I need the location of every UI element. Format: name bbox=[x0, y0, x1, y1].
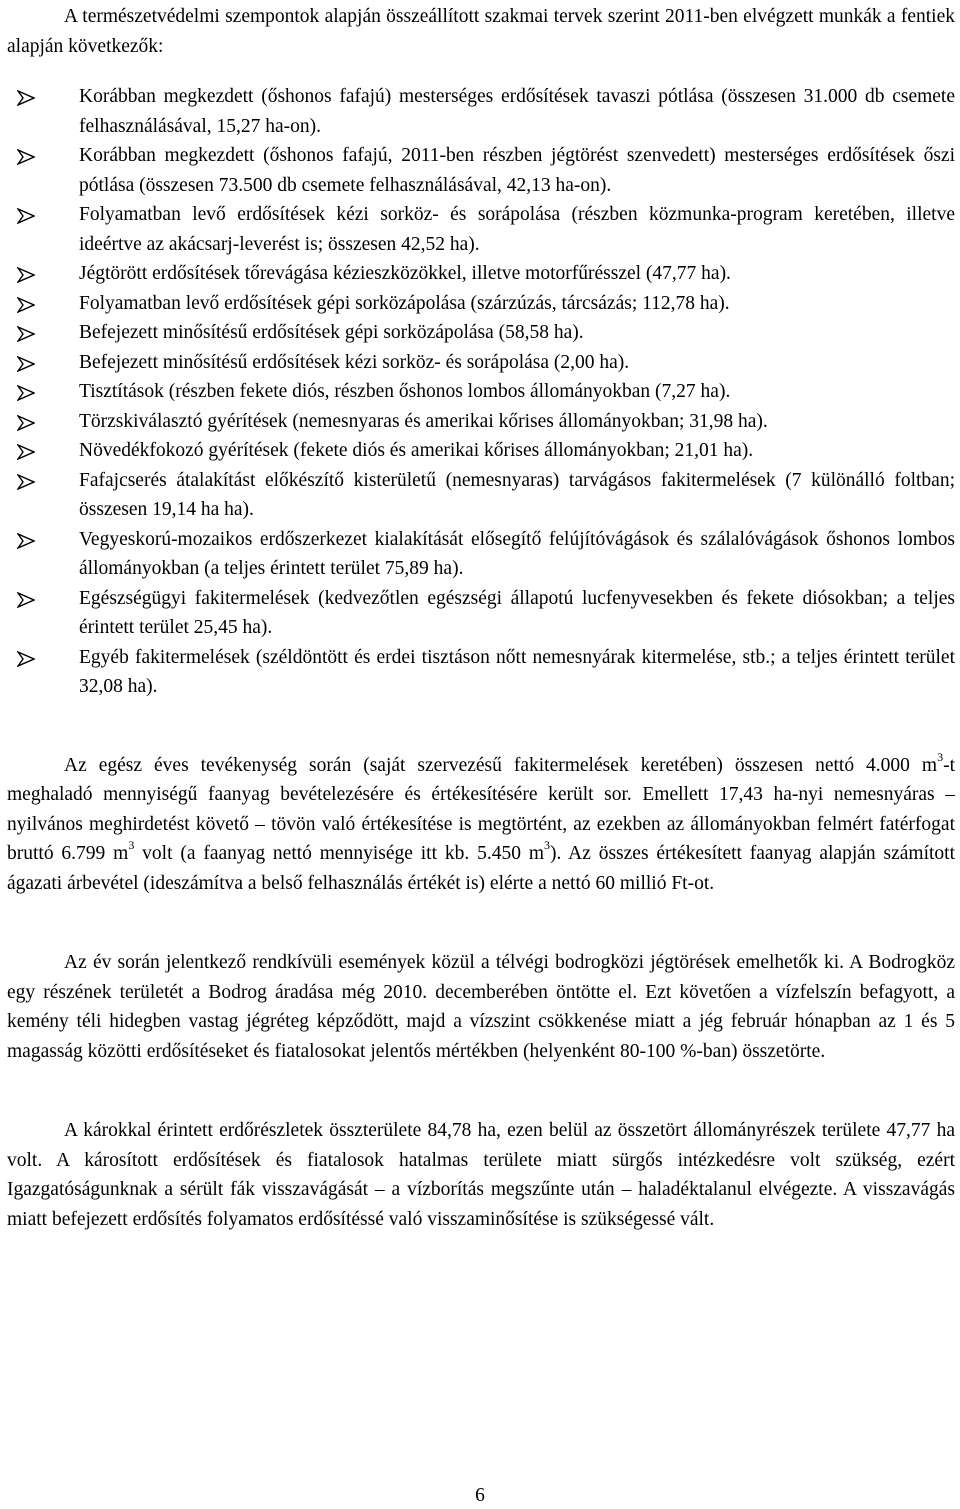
list-item bbox=[7, 584, 955, 643]
page-content bbox=[7, 0, 955, 1234]
list-item-text: Vegyeskorú-mozaikos erdőszerkezet kialakítását elősegítő felújítóvágások és szálalóvágások őshonos lombos állományokban (a teljes érintett terület 75,89 ha). bbox=[79, 528, 955, 579]
list-item-text: Egyéb fakitermelések (széldöntött és erdei tisztáson nőtt nemesnyárak kitermelése, stb.; a teljes érintett terület 32,08 ha). bbox=[79, 646, 955, 697]
arrowhead-bullet-icon bbox=[17, 474, 35, 490]
list-item-text: Befejezett minősítésű erdősítések kézi sorköz- és sorápolása (2,00 ha). bbox=[79, 351, 630, 373]
list-item bbox=[7, 82, 955, 141]
list-item-text: Befejezett minősítésű erdősítések gépi sorközápolása (58,58 ha). bbox=[79, 322, 584, 343]
list-item-text: Korábban megkezdett (őshonos fafajú, 2011-ben részben jégtörést szenvedett) mesterséges erdősítések őszi pótlása (összesen 73.500 db csemete felhasználásával, 42,13 ha-on). bbox=[79, 145, 955, 196]
list-item-text: Egészségügyi fakitermelések (kedvezőtlen egészségi állapotú lucfenyvesekben és fekete diósokban; a teljes érintett terület 25,45 ha). bbox=[79, 587, 955, 638]
superscript-3: 3 bbox=[543, 838, 550, 852]
list-item-text: Növedékfokozó gyérítések (fekete diós és amerikai kőrises állományokban; 21,01 ha). bbox=[79, 440, 754, 461]
summary-text-3: volt (a faanyag nettó mennyisége itt kb. 5.450 m bbox=[134, 843, 544, 864]
list-item-text: Folyamatban levő erdősítések kézi sorköz- és sorápolása (részben közmunka-program keretében, illetve ideértve az akácsarj-leverést is; összesen 42,52 ha). bbox=[79, 204, 955, 255]
arrowhead-bullet-icon bbox=[17, 208, 35, 224]
list-item bbox=[7, 643, 955, 702]
arrowhead-bullet-icon bbox=[17, 326, 35, 342]
arrowhead-bullet-icon bbox=[17, 297, 35, 313]
list-item bbox=[7, 436, 955, 466]
summary-text-4: ). Az összes értékesített faanyag alapján számított ágazati árbevétel (ideszámítva a belső felhasználás értékét is) elérte a nettó 60 millió Ft-ot. bbox=[7, 843, 955, 894]
arrowhead-bullet-icon bbox=[17, 592, 35, 608]
arrowhead-bullet-icon bbox=[17, 356, 35, 372]
list-item bbox=[7, 259, 955, 289]
superscript-3: 3 bbox=[937, 749, 944, 764]
arrowhead-bullet-icon bbox=[17, 651, 35, 667]
arrowhead-bullet-icon bbox=[17, 267, 35, 283]
summary-paragraph bbox=[7, 751, 955, 899]
arrowhead-bullet-icon bbox=[17, 385, 35, 401]
list-item bbox=[7, 407, 955, 437]
summary-text-2: -t meghaladó mennyiségű faanyag bevételezésére és értékesítésére került sor. Emellett 17,43 ha-nyi nemesnyáras – nyilvános meghirdetést követő – tövön való értékesítése is megtörtént, az ezekben az állományokban felmért fatérfogat bruttó 6.799 m bbox=[7, 754, 955, 864]
events-paragraph: Az év során jelentkező rendkívüli események közül a télvégi bodrogközi jégtörések emelhetők ki. A Bodrogköz egy részének területét a Bodrog áradása még 2010. decemberében öntötte el. Ezt követően a vízfelszín befagyott, a kemény téli hidegben vastag jégréteg képződött, majd a vízszint csökkenése miatt a jég február hónapban az 1 és 5 magasság közötti erdősítéseket és fiatalosokat jelentős mértékben (helyenként 80-100 %-ban) összetörte. bbox=[7, 952, 955, 1062]
list-item bbox=[7, 318, 955, 348]
list-item bbox=[7, 289, 955, 319]
superscript-3: 3 bbox=[128, 838, 135, 852]
arrowhead-bullet-icon bbox=[17, 149, 35, 165]
list-item bbox=[7, 141, 955, 200]
work-list bbox=[7, 82, 955, 702]
summary-text-1: Az egész éves tevékenység során (saját szervezésű fakitermelések keretében) összesen nettó 4.000 m bbox=[64, 754, 938, 776]
list-item-text: Törzskiválasztó gyérítések (nemesnyaras és amerikai kőrises állományokban; 31,98 ha). bbox=[79, 410, 768, 432]
arrowhead-bullet-icon bbox=[17, 90, 35, 106]
list-item bbox=[7, 466, 955, 525]
list-item bbox=[7, 200, 955, 259]
arrowhead-bullet-icon bbox=[17, 444, 35, 460]
list-item bbox=[7, 348, 955, 378]
damage-paragraph: A károkkal érintett erdőrészletek összterülete 84,78 ha, ezen belül az összetört állományrészek területe 47,77 ha volt. A károsított erdősítések és fiatalosok hatalmas területe miatt sürgős intézkedésre volt szükség, ezért Igazgatóságunknak a sérült fák visszavágását – a vízborítás megszűnte után – haladéktalanul elvégezte. A visszavágás miatt befejezett erdősítés folyamatos erdősítéssé való visszaminősítése is szükségessé vált. bbox=[7, 1120, 955, 1230]
list-item bbox=[7, 525, 955, 584]
list-item-text: Fafajcserés átalakítást előkészítő kisterületű (nemesnyaras) tarvágásos fakitermelések (7 különálló foltban; összesen 19,14 ha ha). bbox=[79, 469, 955, 520]
arrowhead-bullet-icon bbox=[17, 415, 35, 431]
arrowhead-bullet-icon bbox=[17, 533, 35, 549]
list-item-text: Folyamatban levő erdősítések gépi sorközápolása (szárzúzás, tárcsázás; 112,78 ha). bbox=[79, 292, 730, 314]
page-number: 6 bbox=[475, 1485, 485, 1506]
list-item-text: Jégtörött erdősítések tőrevágása kézieszközökkel, illetve motorfűrésszel (47,77 ha). bbox=[79, 263, 731, 284]
list-item bbox=[7, 377, 955, 407]
intro-paragraph: A természetvédelmi szempontok alapján összeállított szakmai tervek szerint 2011-ben elvégzett munkák a fentiek alapján következők: bbox=[7, 6, 955, 57]
list-item-text: Tisztítások (részben fekete diós, részben őshonos lombos állományokban (7,27 ha). bbox=[79, 381, 731, 402]
list-item-text: Korábban megkezdett (őshonos fafajú) mesterséges erdősítések tavaszi pótlása (összesen 31.000 db csemete felhasználásával, 15,27 ha-on). bbox=[79, 86, 955, 137]
